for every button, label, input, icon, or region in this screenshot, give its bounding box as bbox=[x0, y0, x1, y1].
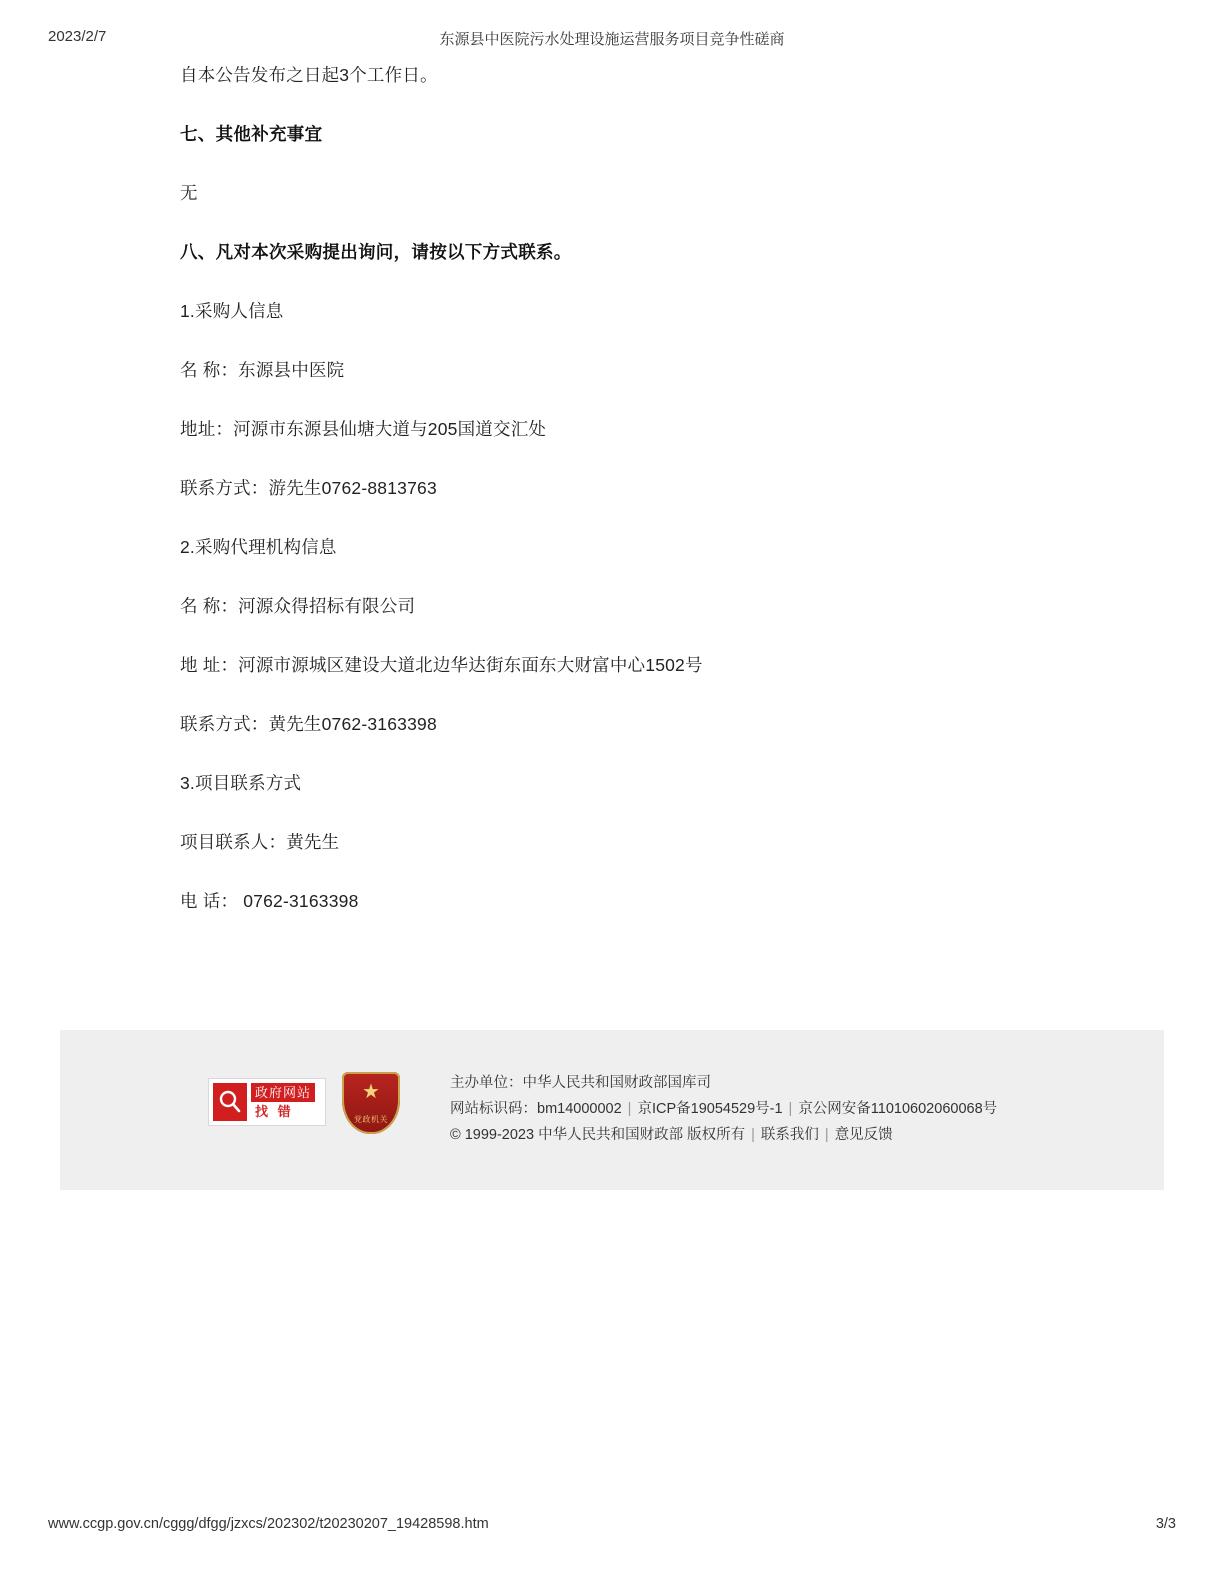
footer-copyright-row bbox=[450, 1122, 997, 1148]
print-footer-page-number: 3/3 bbox=[1155, 1516, 1176, 1532]
footer-identifier-row bbox=[450, 1096, 997, 1122]
intro-paragraph: 自本公告发布之日起3个工作日。 bbox=[180, 65, 438, 85]
star-icon: ★ bbox=[362, 1081, 380, 1103]
buyer-subheading: 1.采购人信息 bbox=[180, 301, 284, 321]
shield-badge-label: 党政机关 bbox=[354, 1115, 388, 1124]
footer-host-value: 中华人民共和国财政部国库司 bbox=[522, 1075, 711, 1091]
party-gov-shield-badge[interactable] bbox=[342, 1072, 400, 1134]
footer-site-id-value: bm14000002 bbox=[537, 1101, 622, 1117]
section-7-heading: 七、其他补充事宜 bbox=[180, 124, 323, 144]
section-7-body: 无 bbox=[180, 183, 198, 203]
footer-icp-link[interactable]: 京ICP备19054529号-1 bbox=[637, 1101, 783, 1117]
footer-feedback-link[interactable]: 意见反馈 bbox=[834, 1127, 893, 1143]
footer-copyright: © 1999-2023 中华人民共和国财政部 版权所有 bbox=[450, 1127, 746, 1143]
buyer-contact: 联系方式：游先生0762-8813763 bbox=[180, 478, 437, 498]
footer-contact-us-link[interactable]: 联系我们 bbox=[760, 1127, 819, 1143]
print-header-title: 东源县中医院污水处理设施运营服务项目竞争性磋商 bbox=[439, 31, 785, 48]
footer-separator-4: | bbox=[824, 1127, 829, 1143]
project-contact-subheading: 3.项目联系方式 bbox=[180, 773, 302, 793]
site-footer bbox=[60, 1030, 1164, 1190]
gov-badge-line2: 找 错 bbox=[255, 1104, 294, 1119]
project-contact-person: 项目联系人：黄先生 bbox=[180, 832, 340, 852]
footer-separator-1: | bbox=[627, 1101, 632, 1117]
agency-address: 地 址：河源市源城区建设大道北边华达街东面东大财富中心1502号 bbox=[180, 655, 703, 675]
footer-separator-3: | bbox=[751, 1127, 755, 1143]
agency-name: 名 称：河源众得招标有限公司 bbox=[180, 596, 416, 616]
gov-website-error-report-badge[interactable] bbox=[208, 1078, 326, 1126]
footer-text-block bbox=[450, 1070, 997, 1148]
magnifier-icon bbox=[213, 1083, 247, 1121]
buyer-address: 地址：河源市东源县仙塘大道与205国道交汇处 bbox=[180, 419, 547, 439]
print-header bbox=[0, 28, 1224, 50]
footer-host-label: 主办单位： bbox=[450, 1075, 523, 1091]
print-header-date: 2023/2/7 bbox=[48, 28, 107, 45]
document-content bbox=[180, 56, 1060, 947]
footer-host-row bbox=[450, 1070, 997, 1096]
agency-subheading: 2.采购代理机构信息 bbox=[180, 537, 337, 557]
print-footer bbox=[0, 1516, 1224, 1540]
footer-separator-2: | bbox=[788, 1101, 793, 1117]
buyer-name: 名 称：东源县中医院 bbox=[180, 360, 345, 380]
print-footer-url: www.ccgp.gov.cn/cggg/dfgg/jzxcs/202302/t20230207_19428598.htm bbox=[48, 1516, 489, 1532]
section-8-heading: 八、凡对本次采购提出询问，请按以下方式联系。 bbox=[180, 242, 572, 262]
gov-badge-line1: 政府网站 bbox=[251, 1083, 315, 1102]
project-contact-phone: 电 话： 0762-3163398 bbox=[180, 891, 359, 911]
footer-police-link[interactable]: 京公网安备11010602060068号 bbox=[798, 1101, 998, 1117]
agency-contact: 联系方式：黄先生0762-3163398 bbox=[180, 714, 437, 734]
footer-site-id-label: 网站标识码： bbox=[450, 1101, 537, 1117]
